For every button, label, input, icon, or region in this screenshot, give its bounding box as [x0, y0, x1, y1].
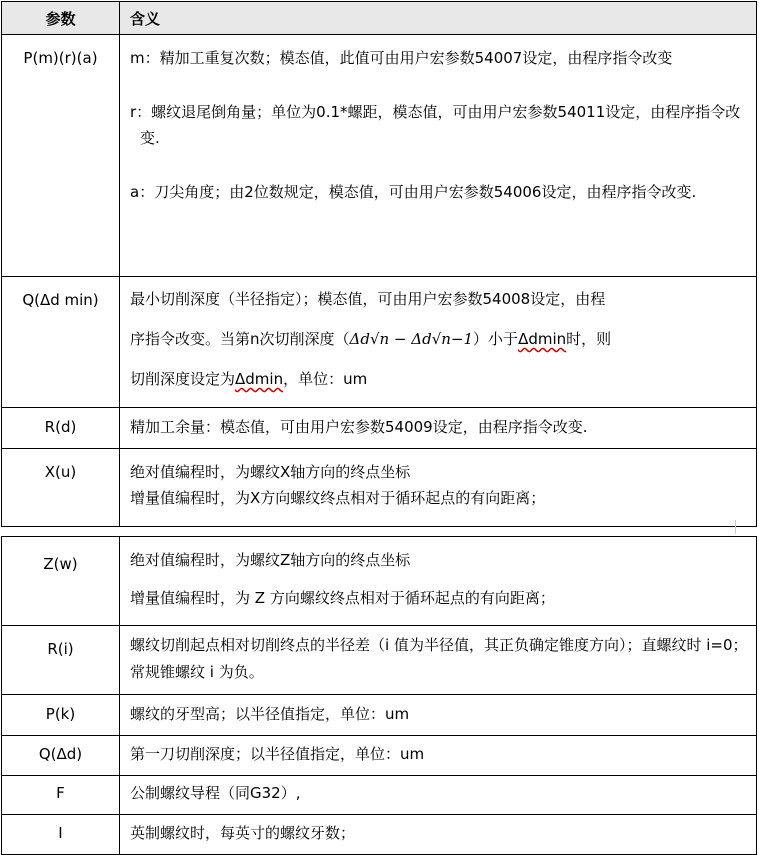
table-row	[2, 815, 757, 855]
param-cell: Z(w)	[2, 537, 120, 626]
meaning-cell	[120, 277, 757, 408]
parameter-table-bottom	[1, 536, 757, 855]
table-edge-fragment	[735, 520, 759, 534]
param-cell: R(i)	[2, 626, 120, 695]
meaning-cell: 公制螺纹导程（同G32）,	[120, 776, 757, 815]
meaning-cell: 英制螺纹时，每英寸的螺纹牙数；	[120, 815, 757, 855]
meaning-line	[130, 319, 750, 359]
meaning-cell	[120, 449, 757, 527]
dmin-term: Δdmin	[235, 370, 284, 388]
table-row	[2, 408, 757, 449]
table-row	[2, 35, 757, 277]
meaning-line: 绝对值编程时，为螺纹X轴方向的终点坐标	[130, 463, 411, 481]
param-cell: Q(Δd min)	[2, 277, 120, 408]
param-cell: I	[2, 815, 120, 855]
meaning-paragraph: m：精加工重复次数；模态值，此值可由用户宏参数54007设定，由程序指令改变	[130, 49, 673, 67]
table-row	[2, 695, 757, 736]
meaning-text: ）小于	[473, 330, 519, 348]
param-cell: R(d)	[2, 408, 120, 449]
table-row	[2, 626, 757, 695]
table-row	[2, 277, 757, 408]
meaning-cell: 螺纹的牙型高；以半径值指定，单位：um	[120, 695, 757, 736]
table-header-row	[2, 2, 757, 35]
meaning-line: 绝对值编程时，为螺纹Z轴方向的终点坐标	[130, 551, 411, 569]
param-cell: P(k)	[2, 695, 120, 736]
meaning-paragraph: a：刀尖角度；由2位数规定，模态值，可由用户宏参数54006设定，由程序指令改变.	[130, 183, 697, 201]
table-row	[2, 776, 757, 815]
param-cell: X(u)	[2, 449, 120, 527]
param-cell: F	[2, 776, 120, 815]
param-cell: Q(Δd)	[2, 736, 120, 776]
depth-formula: Δd√n − Δd√n−1	[349, 330, 474, 348]
column-header-param: 参数	[2, 2, 120, 35]
meaning-text: 时，则	[566, 330, 612, 348]
meaning-line	[130, 359, 750, 399]
meaning-cell: 螺纹切削起点相对切削终点的半径差（i 值为半径值，其正负确定锥度方向）；直螺纹时 i=0；常规锥螺纹 i 为负。	[120, 626, 757, 695]
meaning-paragraph: r：螺纹退尾倒角量；单位为0.1*螺距，模态值，可由用户宏参数54011设定，由程序指令改变.	[130, 103, 741, 147]
meaning-cell: 精加工余量：模态值，可由用户宏参数54009设定，由程序指令改变.	[120, 408, 757, 449]
meaning-text: 序指令改变。当第n次切削深度（	[130, 330, 350, 348]
param-cell: P(m)(r)(a)	[2, 35, 120, 277]
meaning-cell: 第一刀切削深度；以半径值指定，单位：um	[120, 736, 757, 776]
meaning-line: 增量值编程时，为 Z 方向螺纹终点相对于循环起点的有向距离；	[130, 589, 555, 607]
meaning-cell	[120, 537, 757, 626]
table-row	[2, 537, 757, 626]
meaning-line: 增量值编程时，为X方向螺纹终点相对于循环起点的有向距离；	[130, 489, 546, 507]
meaning-text: 切削深度设定为	[130, 370, 236, 388]
dmin-term: Δdmin	[518, 330, 567, 348]
parameter-table-top	[1, 1, 757, 527]
meaning-line: 最小切削深度（半径指定）；模态值，可由用户宏参数54008设定，由程	[130, 290, 606, 308]
meaning-cell	[120, 35, 757, 277]
table-row	[2, 449, 757, 527]
table-row	[2, 736, 757, 776]
meaning-text: ，单位：um	[283, 370, 368, 388]
column-header-meaning: 含义	[120, 2, 757, 35]
